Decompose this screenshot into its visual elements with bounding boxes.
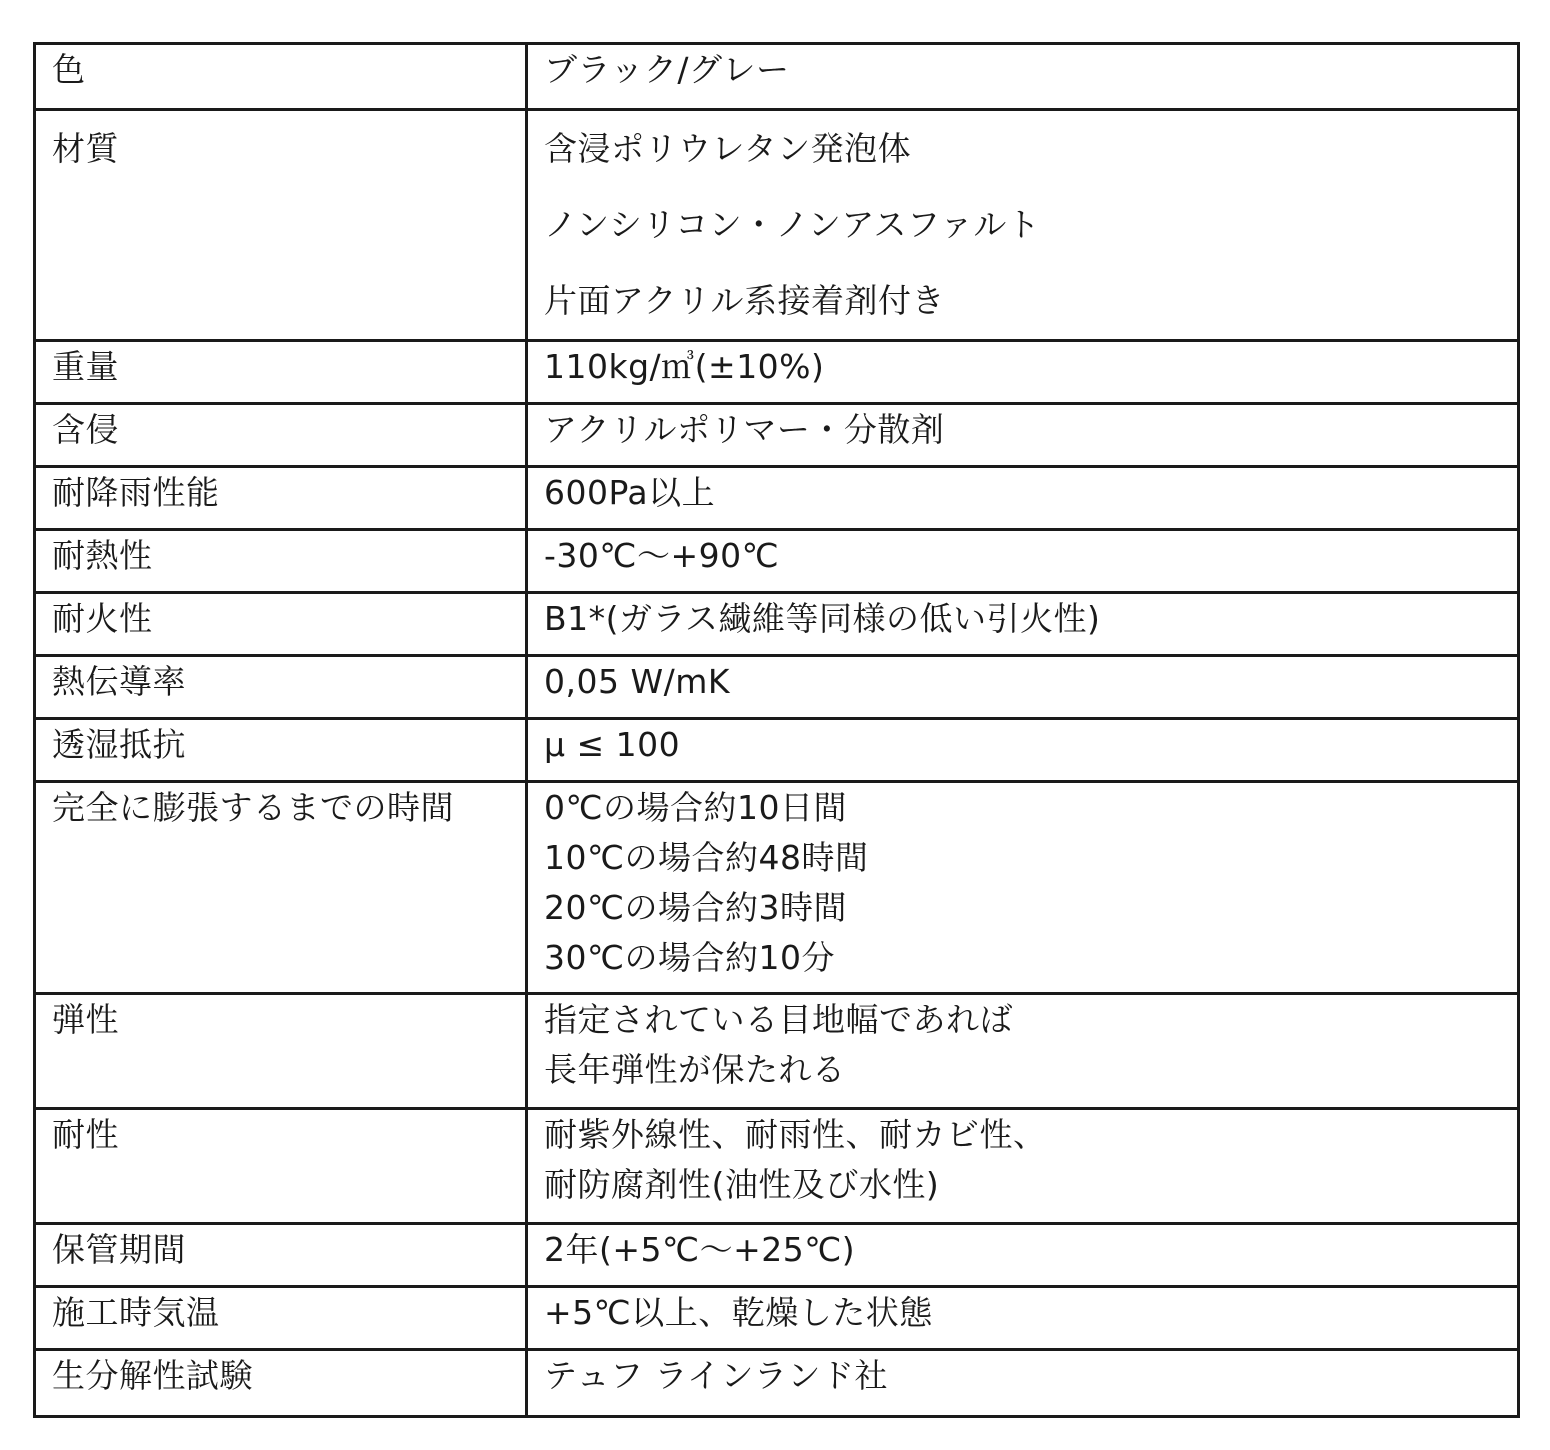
row-label	[35, 719, 527, 782]
spec-table	[33, 42, 1520, 1418]
label-text: 耐降雨性能	[52, 473, 220, 512]
table-row	[35, 593, 1519, 656]
label-text: 耐性	[52, 1115, 119, 1154]
row-label	[35, 1224, 527, 1287]
value-text: ノンシリコン・ノンアスファルト	[544, 205, 1041, 244]
value-text: 30℃の場合約10分	[544, 938, 836, 977]
label-text: 重量	[52, 347, 119, 386]
table-row	[35, 1350, 1519, 1417]
row-label	[35, 994, 527, 1109]
value-text: 長年弾性が保たれる	[544, 1050, 846, 1089]
row-label	[35, 404, 527, 467]
value-text: 含浸ポリウレタン発泡体	[544, 129, 912, 168]
label-text: 熱伝導率	[52, 662, 186, 701]
label-text: 生分解性試験	[52, 1356, 253, 1395]
value-text: -30℃〜+90℃	[544, 536, 780, 575]
row-label	[35, 1109, 527, 1224]
row-label	[35, 1350, 527, 1417]
row-label	[35, 110, 527, 341]
value-text: μ ≤ 100	[544, 725, 681, 764]
table-row	[35, 782, 1519, 994]
row-label	[35, 341, 527, 404]
value-text: テュフ ラインランド社	[544, 1356, 889, 1395]
label-text: 材質	[52, 129, 119, 168]
label-text: 透湿抵抗	[52, 725, 186, 764]
value-text: 600Pa以上	[544, 473, 716, 512]
row-value	[527, 341, 1519, 404]
table-row	[35, 530, 1519, 593]
row-value	[527, 593, 1519, 656]
row-value	[527, 467, 1519, 530]
table-row	[35, 1287, 1519, 1350]
label-text: 施工時気温	[52, 1293, 220, 1332]
value-text: 2年(+5℃〜+25℃)	[544, 1230, 856, 1269]
label-text: 保管期間	[52, 1230, 186, 1269]
row-label	[35, 593, 527, 656]
value-text: ブラック/グレー	[544, 50, 790, 89]
value-text: 10℃の場合約48時間	[544, 838, 869, 877]
table-row	[35, 404, 1519, 467]
table-row	[35, 1224, 1519, 1287]
table-row	[35, 719, 1519, 782]
value-text: 110kg/㎥(±10%)	[544, 347, 825, 386]
label-text: 含侵	[52, 410, 119, 449]
table-row	[35, 341, 1519, 404]
value-text: 0℃の場合約10日間	[544, 788, 848, 827]
value-text: 20℃の場合約3時間	[544, 888, 848, 927]
label-text: 完全に膨張するまでの時間	[52, 788, 454, 827]
row-value	[527, 530, 1519, 593]
value-text: 0,05 W/mK	[544, 662, 730, 701]
row-value	[527, 719, 1519, 782]
value-text: B1*(ガラス繊維等同様の低い引火性)	[544, 599, 1101, 638]
label-text: 耐火性	[52, 599, 153, 638]
row-label	[35, 44, 527, 110]
row-value	[527, 782, 1519, 994]
row-value	[527, 1109, 1519, 1224]
row-value	[527, 44, 1519, 110]
table-row	[35, 1109, 1519, 1224]
row-label	[35, 656, 527, 719]
row-label	[35, 1287, 527, 1350]
row-value	[527, 1287, 1519, 1350]
value-text: +5℃以上、乾燥した状態	[544, 1293, 933, 1332]
row-value	[527, 1350, 1519, 1417]
label-text: 色	[52, 50, 86, 89]
row-value	[527, 110, 1519, 341]
value-text: アクリルポリマー・分散剤	[544, 410, 945, 449]
label-text: 弾性	[52, 1000, 119, 1039]
row-label	[35, 467, 527, 530]
row-value	[527, 404, 1519, 467]
row-value	[527, 1224, 1519, 1287]
row-label	[35, 782, 527, 994]
row-value	[527, 994, 1519, 1109]
label-text: 耐熱性	[52, 536, 153, 575]
value-text: 耐紫外線性、耐雨性、耐カビ性、	[544, 1115, 1047, 1154]
value-text: 指定されている目地幅であれば	[544, 1000, 1013, 1039]
row-value	[527, 656, 1519, 719]
table-row	[35, 467, 1519, 530]
table-row	[35, 44, 1519, 110]
row-label	[35, 530, 527, 593]
table-row	[35, 994, 1519, 1109]
table-row	[35, 110, 1519, 341]
value-text: 片面アクリル系接着剤付き	[544, 281, 946, 320]
value-text: 耐防腐剤性(油性及び水性)	[544, 1165, 940, 1204]
table-row	[35, 656, 1519, 719]
